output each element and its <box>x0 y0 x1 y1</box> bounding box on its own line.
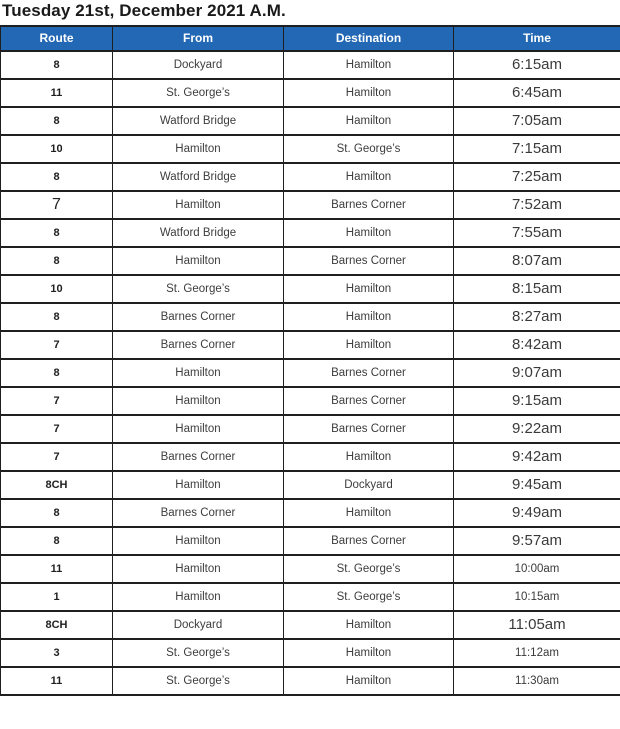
destination-cell: Barnes Corner <box>284 527 454 555</box>
from-cell: Barnes Corner <box>113 331 284 359</box>
table-row <box>1 583 620 611</box>
page-title: Tuesday 21st, December 2021 A.M. <box>2 1 286 20</box>
destination-cell: Hamilton <box>284 331 454 359</box>
table-row <box>1 499 620 527</box>
time-cell: 9:42am <box>454 443 620 471</box>
destination-cell: St. George’s <box>284 583 454 611</box>
from-cell: St. George’s <box>113 667 284 695</box>
table-row <box>1 219 620 247</box>
time-cell: 7:15am <box>454 135 620 163</box>
route-cell: 3 <box>1 639 113 667</box>
route-cell: 8 <box>1 359 113 387</box>
from-cell: Hamilton <box>113 471 284 499</box>
from-cell: Dockyard <box>113 51 284 79</box>
from-cell: St. George’s <box>113 79 284 107</box>
route-cell: 8 <box>1 51 113 79</box>
destination-cell: Barnes Corner <box>284 191 454 219</box>
destination-cell: Hamilton <box>284 79 454 107</box>
from-cell: St. George’s <box>113 639 284 667</box>
destination-cell: Barnes Corner <box>284 359 454 387</box>
time-cell: 10:15am <box>454 583 620 611</box>
destination-cell: Hamilton <box>284 443 454 471</box>
route-cell: 11 <box>1 79 113 107</box>
route-cell: 7 <box>1 191 113 219</box>
destination-cell: Hamilton <box>284 163 454 191</box>
column-header-route: Route <box>1 26 113 51</box>
route-cell: 8 <box>1 107 113 135</box>
route-cell: 7 <box>1 331 113 359</box>
time-cell: 11:30am <box>454 667 620 695</box>
route-cell: 10 <box>1 135 113 163</box>
from-cell: Dockyard <box>113 611 284 639</box>
destination-cell: Hamilton <box>284 219 454 247</box>
destination-cell: Hamilton <box>284 667 454 695</box>
table-row <box>1 163 620 191</box>
table-row <box>1 387 620 415</box>
destination-cell: Hamilton <box>284 611 454 639</box>
table-row <box>1 191 620 219</box>
time-cell: 6:45am <box>454 79 620 107</box>
table-row <box>1 331 620 359</box>
route-cell: 8CH <box>1 471 113 499</box>
table-row <box>1 79 620 107</box>
route-cell: 8 <box>1 499 113 527</box>
from-cell: Hamilton <box>113 247 284 275</box>
table-row <box>1 359 620 387</box>
route-cell: 1 <box>1 583 113 611</box>
from-cell: Hamilton <box>113 359 284 387</box>
destination-cell: Barnes Corner <box>284 387 454 415</box>
destination-cell: Hamilton <box>284 499 454 527</box>
from-cell: Watford Bridge <box>113 163 284 191</box>
from-cell: Barnes Corner <box>113 443 284 471</box>
time-cell: 8:07am <box>454 247 620 275</box>
destination-cell: Barnes Corner <box>284 247 454 275</box>
table-row <box>1 275 620 303</box>
table-row <box>1 135 620 163</box>
from-cell: Watford Bridge <box>113 219 284 247</box>
from-cell: Hamilton <box>113 387 284 415</box>
bus-schedule-table <box>0 25 620 696</box>
from-cell: St. George’s <box>113 275 284 303</box>
route-cell: 8CH <box>1 611 113 639</box>
from-cell: Hamilton <box>113 527 284 555</box>
route-cell: 7 <box>1 443 113 471</box>
time-cell: 8:27am <box>454 303 620 331</box>
from-cell: Hamilton <box>113 191 284 219</box>
table-row <box>1 303 620 331</box>
time-cell: 9:15am <box>454 387 620 415</box>
time-cell: 9:07am <box>454 359 620 387</box>
destination-cell: Hamilton <box>284 639 454 667</box>
time-cell: 10:00am <box>454 555 620 583</box>
route-cell: 11 <box>1 667 113 695</box>
time-cell: 9:22am <box>454 415 620 443</box>
table-row <box>1 51 620 79</box>
table-row <box>1 527 620 555</box>
time-cell: 11:12am <box>454 639 620 667</box>
column-header-from: From <box>113 26 284 51</box>
route-cell: 7 <box>1 415 113 443</box>
route-cell: 7 <box>1 387 113 415</box>
time-cell: 9:57am <box>454 527 620 555</box>
table-row <box>1 247 620 275</box>
column-header-time: Time <box>454 26 620 51</box>
route-cell: 8 <box>1 219 113 247</box>
route-cell: 8 <box>1 527 113 555</box>
from-cell: Hamilton <box>113 583 284 611</box>
destination-cell: St. George’s <box>284 555 454 583</box>
from-cell: Hamilton <box>113 555 284 583</box>
table-row <box>1 415 620 443</box>
destination-cell: Hamilton <box>284 303 454 331</box>
time-cell: 7:05am <box>454 107 620 135</box>
table-row <box>1 611 620 639</box>
column-header-destination: Destination <box>284 26 454 51</box>
destination-cell: Hamilton <box>284 275 454 303</box>
table-row <box>1 667 620 695</box>
table-row <box>1 107 620 135</box>
destination-cell: Barnes Corner <box>284 415 454 443</box>
route-cell: 8 <box>1 303 113 331</box>
time-cell: 7:25am <box>454 163 620 191</box>
destination-cell: Hamilton <box>284 51 454 79</box>
from-cell: Barnes Corner <box>113 303 284 331</box>
time-cell: 11:05am <box>454 611 620 639</box>
time-cell: 8:42am <box>454 331 620 359</box>
route-cell: 10 <box>1 275 113 303</box>
header-row <box>1 26 620 51</box>
time-cell: 9:45am <box>454 471 620 499</box>
table-row <box>1 471 620 499</box>
time-cell: 9:49am <box>454 499 620 527</box>
time-cell: 8:15am <box>454 275 620 303</box>
route-cell: 8 <box>1 163 113 191</box>
from-cell: Watford Bridge <box>113 107 284 135</box>
table-row <box>1 443 620 471</box>
time-cell: 6:15am <box>454 51 620 79</box>
route-cell: 8 <box>1 247 113 275</box>
destination-cell: Dockyard <box>284 471 454 499</box>
from-cell: Barnes Corner <box>113 499 284 527</box>
destination-cell: Hamilton <box>284 107 454 135</box>
table-body <box>1 51 620 695</box>
time-cell: 7:52am <box>454 191 620 219</box>
destination-cell: St. George’s <box>284 135 454 163</box>
table-row <box>1 555 620 583</box>
table-row <box>1 639 620 667</box>
from-cell: Hamilton <box>113 135 284 163</box>
route-cell: 11 <box>1 555 113 583</box>
from-cell: Hamilton <box>113 415 284 443</box>
time-cell: 7:55am <box>454 219 620 247</box>
